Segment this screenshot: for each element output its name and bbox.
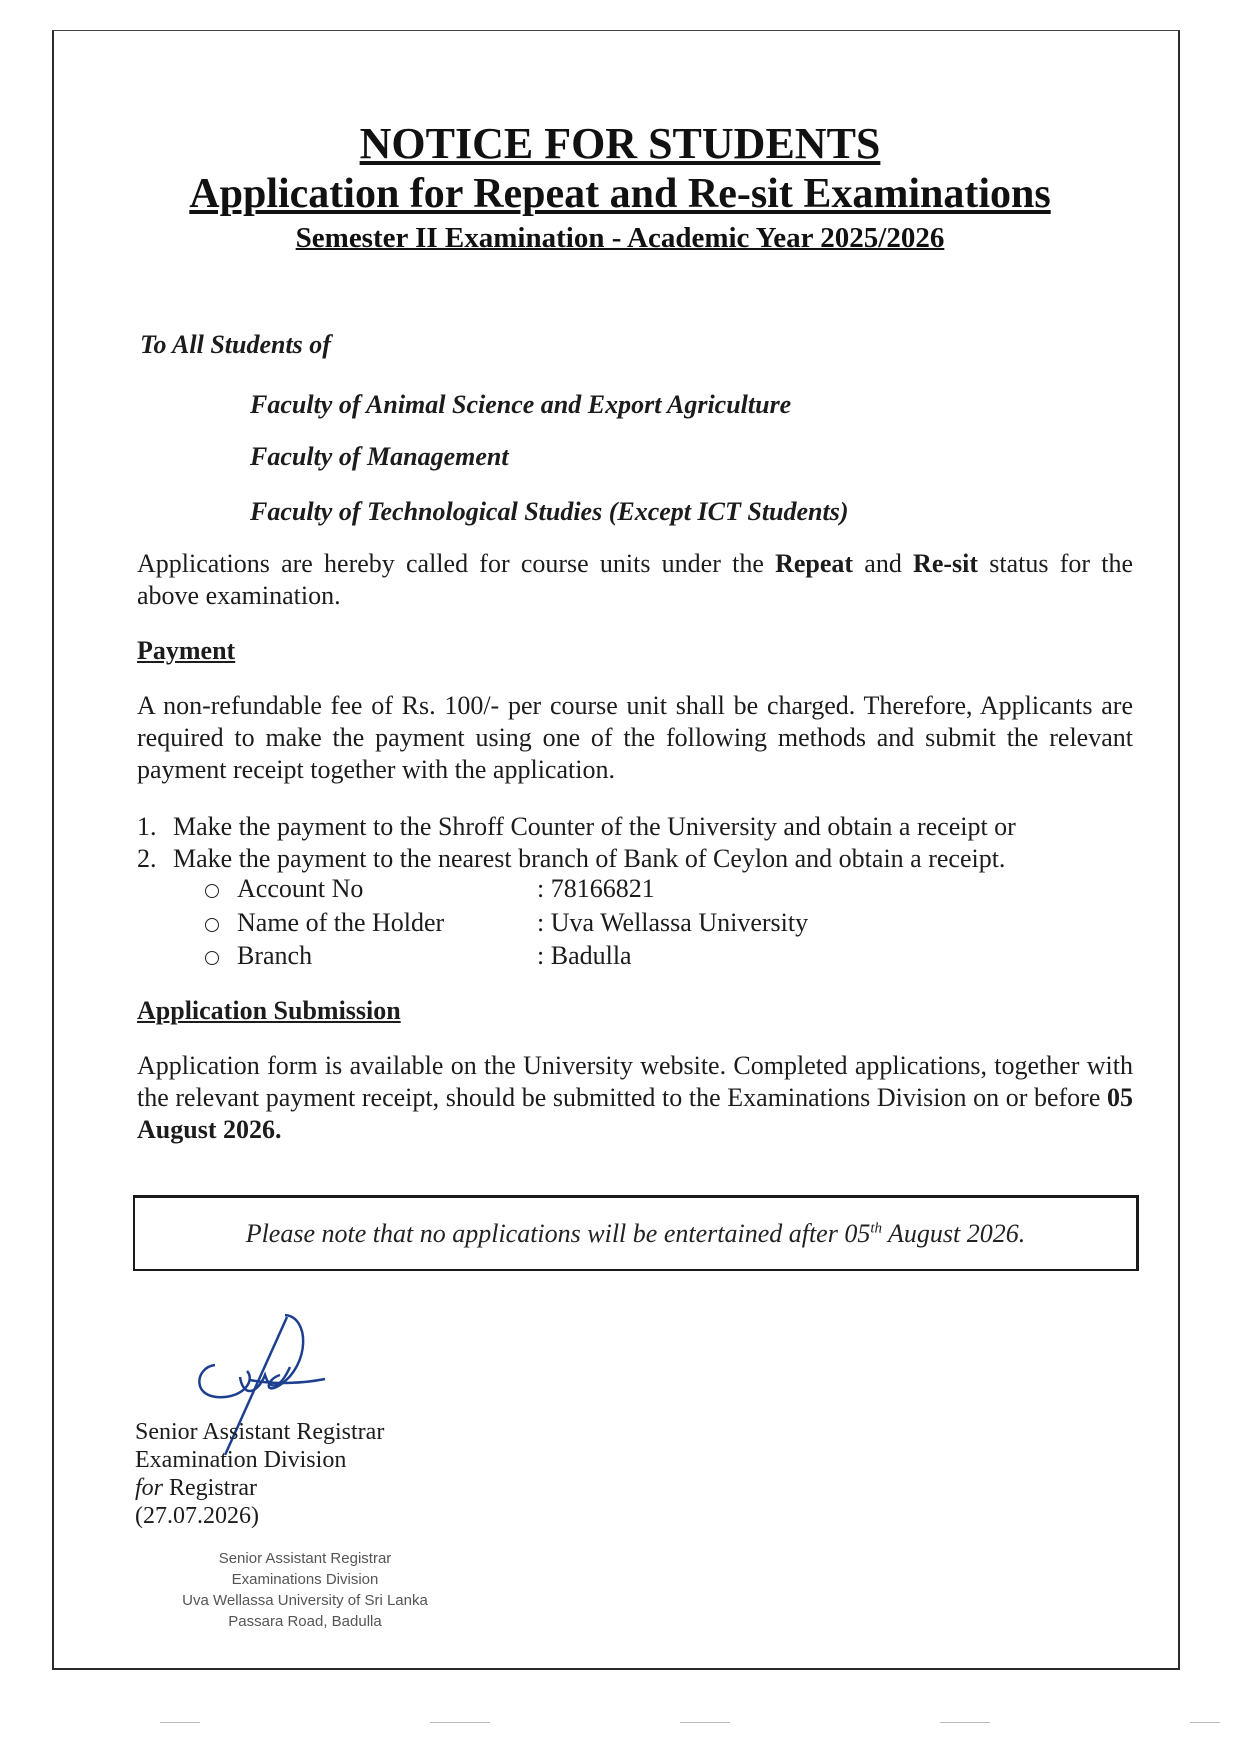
- stamp-line: Uva Wellassa University of Sri Lanka: [182, 1592, 428, 1609]
- faculty-item: Faculty of Management: [250, 442, 509, 471]
- bank-detail-label: Name of the Holder: [237, 908, 445, 937]
- bank-detail-value: : 78166821: [537, 874, 655, 903]
- stamp-line: Examinations Division: [231, 1571, 379, 1588]
- bank-detail-row: [205, 874, 655, 904]
- signatory-division: Examination Division: [135, 1447, 347, 1473]
- for-word: for: [135, 1475, 164, 1501]
- notice-title: NOTICE FOR STUDENTS: [359, 119, 881, 168]
- stamp-line: Passara Road, Badulla: [228, 1613, 382, 1630]
- deadline-note: [246, 1219, 1026, 1249]
- exam-period: Semester II Examination - Academic Year 2025/2026: [295, 222, 945, 254]
- bullet-icon: [205, 918, 219, 932]
- list-text: Make the payment to the Shroff Counter of the University and obtain a receipt or: [173, 812, 1016, 841]
- list-number: 1.: [137, 812, 157, 841]
- call-paragraph: [137, 548, 1133, 612]
- scan-artifact: [430, 1722, 490, 1723]
- bank-detail-value: : Uva Wellassa University: [537, 908, 809, 937]
- list-text: Make the payment to the nearest branch of Bank of Ceylon and obtain a receipt.: [173, 844, 1006, 873]
- bank-detail-value: : Badulla: [537, 941, 632, 970]
- deadline-date: 05 August 2026.: [137, 1083, 1133, 1144]
- scan-artifact: [1190, 1722, 1220, 1723]
- list-number: 2.: [137, 844, 157, 873]
- resit-status: Re-sit: [913, 549, 979, 578]
- bank-detail-label: Account No: [237, 874, 364, 903]
- signatory-title: Senior Assistant Registrar: [135, 1419, 385, 1445]
- note-superscript: th: [870, 1219, 883, 1236]
- bank-detail-label: Branch: [237, 941, 313, 970]
- scan-artifact: [680, 1722, 730, 1723]
- scan-artifact: [160, 1722, 200, 1723]
- stamp-line: Senior Assistant Registrar: [218, 1550, 392, 1567]
- note-text: August 2026.: [882, 1218, 1026, 1248]
- repeat-status: Repeat: [775, 549, 854, 578]
- faculty-item: Faculty of Technological Studies (Except ICT Students): [250, 497, 849, 526]
- payment-heading: Payment: [137, 636, 236, 665]
- signatory-for: [135, 1474, 384, 1502]
- call-text: status for the above examination.: [137, 549, 1133, 610]
- submission-text: Application form is available on the University website. Completed applications, together with the relevant payment receipt, should be submitted to the Examinations Division on or before: [137, 1051, 1133, 1112]
- note-text: Please note that no applications will be entertained after 05: [245, 1218, 871, 1248]
- scan-artifact: [940, 1722, 990, 1723]
- registrar-label: Registrar: [163, 1475, 257, 1501]
- call-text: and: [853, 549, 914, 578]
- official-stamp: [160, 1548, 450, 1632]
- bank-detail-row: [205, 941, 632, 971]
- addressee-intro: To All Students of: [140, 330, 331, 359]
- payment-method-2: [137, 844, 1005, 874]
- submission-heading: Application Submission: [137, 996, 401, 1025]
- bullet-icon: [205, 951, 219, 965]
- bank-detail-row: [205, 908, 808, 938]
- payment-method-1: [137, 812, 1016, 842]
- call-text: Applications are hereby called for course units under the: [137, 549, 776, 578]
- bullet-icon: [205, 884, 219, 898]
- signatory-block: [135, 1418, 384, 1530]
- signature-date: (27.07.2026): [135, 1503, 259, 1529]
- payment-paragraph: A non-refundable fee of Rs. 100/- per course unit shall be charged. Therefore, Applicants are required to make the payment using one of the following methods and submit the relevant payment receipt together with the application.: [137, 691, 1133, 784]
- submission-paragraph: [137, 1050, 1133, 1146]
- deadline-note-box: [133, 1195, 1139, 1271]
- faculty-item: Faculty of Animal Science and Export Agriculture: [250, 390, 792, 419]
- notice-subtitle: Application for Repeat and Re-sit Examinations: [189, 171, 1051, 217]
